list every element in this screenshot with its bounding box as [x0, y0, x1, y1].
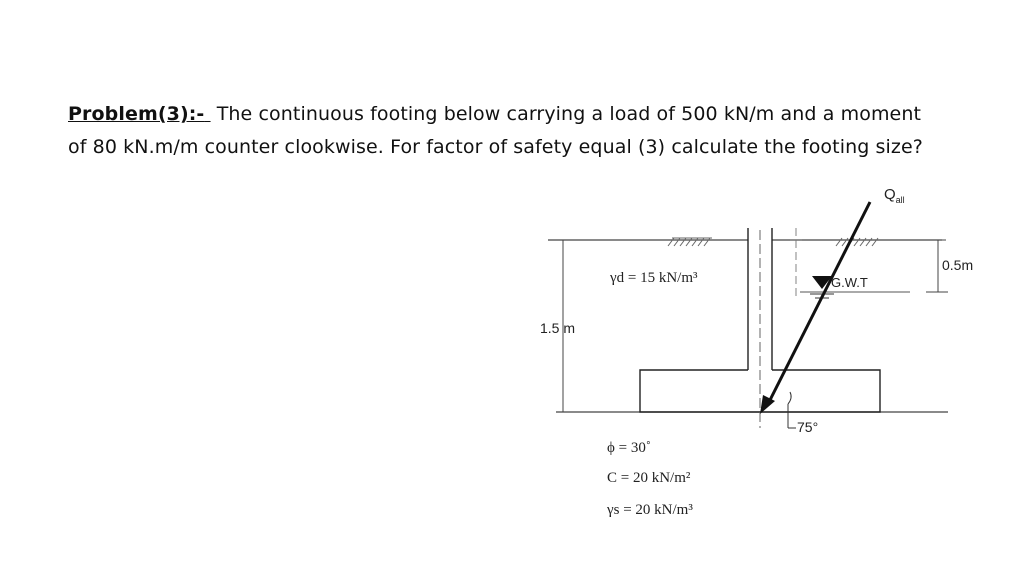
- gwt-label: G.W.T: [831, 275, 868, 290]
- inclined-load-arrow: [768, 202, 870, 404]
- angle-label: 75°: [797, 419, 819, 435]
- saturated-unit-weight: γs = 20 kN/m³: [607, 502, 693, 518]
- ground-hatch-left: [668, 238, 712, 246]
- depth-label: 1.5 m: [540, 320, 576, 336]
- load-label: [884, 186, 905, 205]
- angle-arc: [788, 392, 791, 404]
- problem-text: The continuous footing below carrying a load of 500 kN/m and a moment of 80 kN.m/m counter clookwise. For factor of safety equal (3) calculate the footing size?: [68, 103, 923, 158]
- gwt-depth-label: 0.5m: [942, 257, 974, 273]
- friction-angle: ϕ = 30˚: [607, 440, 651, 456]
- problem-heading: Problem(3):-: [68, 103, 205, 125]
- cohesion: C = 20 kN/m²: [607, 470, 691, 486]
- dry-unit-weight: γd = 15 kN/m³: [610, 270, 698, 286]
- ground-hatch-right: [836, 238, 878, 246]
- load-symbol: Q: [884, 186, 896, 203]
- load-subscript: all: [895, 195, 905, 205]
